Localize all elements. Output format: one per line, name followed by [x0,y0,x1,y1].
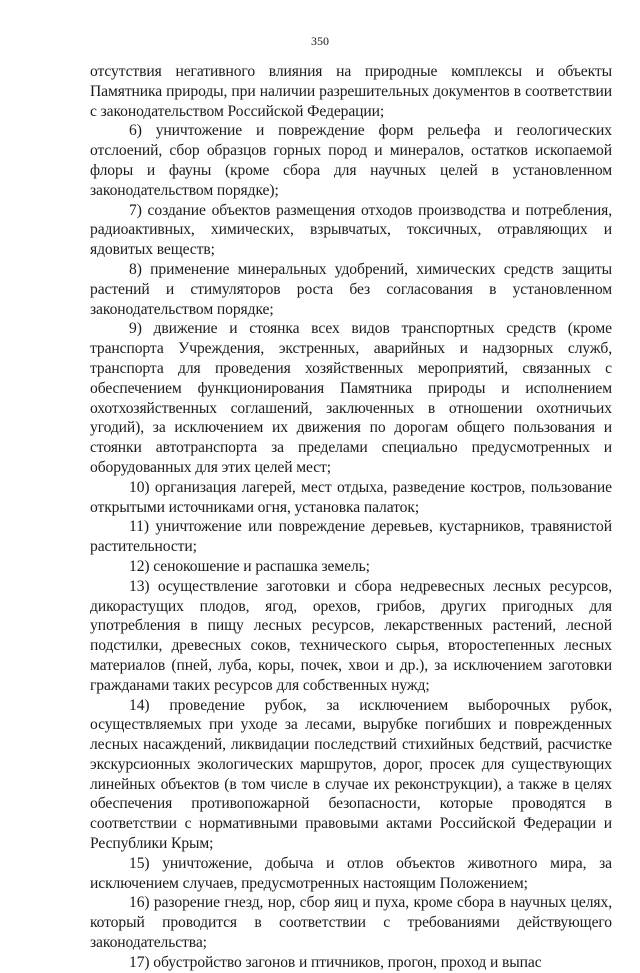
paragraph-item-14: 14) проведение рубок, за исключением выборочных рубок, осуществляемых при уходе за лесами, вырубке погибших и поврежденных лесных насаждений, ликвидации последствий стихийных бедствий, расчистке экскурсионных экологических маршрутов, дорог, просек для существующих линейных объектов (в том числе в случае их реконструкции), а также в целях обеспечения противопожарной безопасности, которые проводятся в соответствии с нормативными правовыми актами Российской Федерации и Республики Крым; [90,696,612,853]
paragraph-item-12: 12) сенокошение и распашка земель; [129,557,370,575]
paragraph-item-7: 7) создание объектов размещения отходов производства и потребления, радиоактивных, химических, взрывчатых, токсичных, отравляющих и ядовитых веществ; [90,201,612,259]
paragraph-continuation: отсутствия негативного влияния на природные комплексы и объекты Памятника природы, при наличии разрешительных документов в соответствии с законодательством Российской Федерации; [90,63,612,120]
paragraph-item-8: 8) применение минеральных удобрений, химических средств защиты растений и стимуляторов роста без согласования в установленном законодательством порядке; [90,260,612,318]
paragraph-item-6: 6) уничтожение и повреждение форм рельефа и геологических отслоений, сбор образцов горных пород и минералов, остатков ископаемой флоры и фауны (кроме сбора для научных целей в установленном законодательством порядке); [90,122,612,199]
paragraph-item-17: 17) обустройство загонов и птичников, прогон, проход и выпас [129,953,542,971]
page-number: 350 [311,34,329,48]
paragraph-item-10: 10) организация лагерей, мест отдыха, разведение костров, пользование открытыми источниками огня, установка палаток; [90,478,612,516]
paragraph-item-15: 15) уничтожение, добыча и отлов объектов животного мира, за исключением случаев, предусмотренных настоящим Положением; [90,854,612,892]
paragraph-item-9: 9) движение и стоянка всех видов транспортных средств (кроме транспорта Учреждения, экстренных, аварийных и надзорных служб, транспорта для проведения хозяйственных мероприятий, связанных с обеспечением функционирования Памятника природы и исполнением охотхозяйственных соглашений, заключенных в отношении охотничьих угодий), за исключением их движения по дорогам общего пользования и стоянки автотранспорта за пределами специально предусмотренных и оборудованных для этих целей мест; [90,320,612,476]
document-body [90,62,612,973]
paragraph-item-16: 16) разорение гнезд, нор, сбор яиц и пуха, кроме сбора в научных целях, который проводится в соответствии с требованиями действующего законодательства; [90,894,612,952]
paragraph-item-13: 13) осуществление заготовки и сбора недревесных лесных ресурсов, дикорастущих плодов, ягод, орехов, грибов, других пригодных для употребления в пищу лесных ресурсов, лекарственных растений, лесной подстилки, древесных соков, технического сырья, второстепенных лесных материалов (пней, луба, коры, почек, хвои и др.), за исключением заготовки гражданами таких ресурсов для собственных нужд; [90,577,612,694]
paragraph-item-11: 11) уничтожение или повреждение деревьев, кустарников, травянистой растительности; [90,518,612,556]
